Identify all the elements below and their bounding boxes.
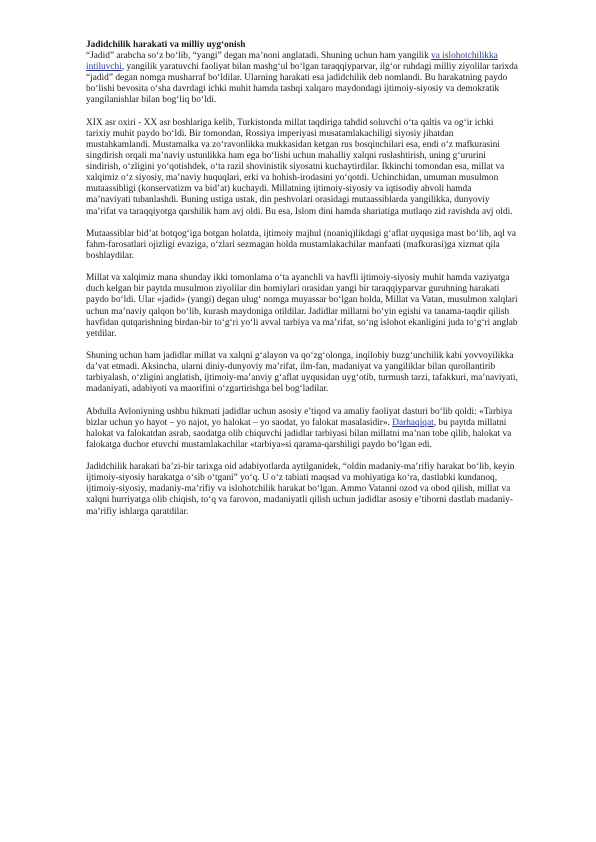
paragraph-1 <box>86 51 518 106</box>
document-title: Jadidchilik harakati va milliy uyg‘onish <box>86 40 246 50</box>
paragraph-5: Shuning uchun ham jadidlar millat va xalqni g‘alayon va qo‘zg‘olonga, inqilobiy buzg‘unchilik kabi yovvoyilikka da’vat etmadi. Aksincha, ularni diniy-dunyoviy ma’rifat, ilm-fan, madaniyat va yangiliklar bilan qurollantirib tarbiyalash, o‘zligini anglatish, ijtimoiy-ma’anviy g‘aflat uyqusidan uyg‘otib, turmush tarzi, tafakkuri, ma’naviyati, madaniyati, adabiyoti va maorifini o‘zgartirishga bel bog‘ladilar. <box>86 351 518 395</box>
paragraph-6 <box>86 407 518 451</box>
document-page <box>86 40 518 529</box>
paragraph-7: Jadidchilik harakati ba’zi-bir tarixga oid adabiyotlarda aytilganidek, “oldin madaniy-ma’rifiy harakat bo‘lib, keyin ijtimoiy-siyosiy harakatga o‘sib o‘tgani” yo‘q. U o‘z tabiati maqsad va mohiyatiga ko‘ra, dastlabki kundanoq, ijtimoiy-siyosiy, madaniy-ma’rifiy va islohotchilik harakat bo‘lgan. Ammo Vatanni ozod va obod qilish, millat va xalqni hurriyatga olib chiqish, to‘q va farovon, madaniyatli qilish uchun jadidlar asosiy e’tiborni dastlab madaniy-ma’rifiy ishlarga qaratdilar. <box>86 462 515 517</box>
paragraph-2: XIX asr oxiri - XX asr boshlariga kelib, Turkistonda millat taqdiriga tahdid soluvchi o‘ta qaltis va og‘ir ichki tarixiy muhit paydo bo‘ldi. Bir tomondan, Rossiya imperiyasi musatamlakachiligi siyosiy jihatdan mustahkamlandi. Mustamalka va zo‘ravonlikka mukkasidan ketgan rus bosqinchilari esa, endi o‘z mafkurasini singdirish orqali ma’naviy ustunlikka ham ega bo‘lishi uchun mahalliy xalqni ruslashtirish, uning g‘ururini sindirish, o‘zligini yo‘qotishdek, o‘ta razil shovinistik siyosatni kuchaytirdilar. Ikkinchi tomondan esa, millat va xalqimiz o‘z siyosiy, ma’naviy huquqlari, erki va hohish-irodasini yo‘qotdi. Uchinchidan, umuman musulmon mutaassibligi (konservatizm va bid’at) kuchaydi. Millatning ijtimoiy-siyosiy va iqtisodiy ahvoli hamda ma’naviyati tubanlashdi. Buning ustiga ustak, din peshvolari orasidagi mutaassiblarda yangilikka, dunyoviy ma’rifat va taraqqiyotga qarshilik ham avj oldi. Bu esa, Islom dini hamda shariatiga mutlaqo zid ravishda avj oldi. <box>86 117 513 217</box>
paragraph-1-text-a: “Jadid” arabcha so‘z bo‘lib, “yangi” degan ma’noni anglatadi. Shuning uchun ham yangilik <box>86 51 432 62</box>
paragraph-4: Millat va xalqimiz mana shunday ikki tomonlama o‘ta ayanchli va havfli ijtimoiy-siyosiy muhit hamda vaziyatga duch kelgan bir paytda musulmon ziyolilar din homiylari orasidan yangi bir taraqqiyparvar guruhning harakati paydo bo‘ldi. Ular «jadid» (yangi) degan ulug‘ nomga muyassar bo‘lgan holda, Millat va Vatan, musulmon xalqlari uchun ma’naviy qalqon bo‘lib, kurash maydoniga otildilar. Jadidlar millatni bo‘yin egishi va tanama-taqdir qilish havfidan qutqarishning birdan-bir to‘g‘ri yo‘li avval tarbiya va ma’rifat, so‘ng islohot ekanligini juda to‘g‘ri anglab yetdilar. <box>86 273 518 339</box>
paragraph-3: Mutaassiblar bid’at botqog‘iga botgan holatda, ijtimoiy majhul (noaniq)likdagi g‘aflat uyqusiga mast bo‘lib, aql va fahm-farosatlari ojizligi evaziga, o‘zlari sezmagan holda mustamlakachilar manfaati (mafkurasi)ga xizmat qila boshlaydilar. <box>86 228 516 261</box>
paragraph-6-text-b: , bu paytda millatni halokat va falokatdan asrab, saodatga olib chiquvchi jadidlar tarbiyasi bilan millatni ma’nan tobe qilib, halokat va falokatga duchor etuvchi mustamlakachilar «tarbiya»si qarama-qarshiligi paydo bo‘lgan edi. <box>86 417 512 450</box>
paragraph-1-text-b: , yangilik yaratuvchi faoliyat bilan mashg‘ul bo‘lgan taraqqiyparvar, ilg‘or ruhdagi milliy ziyolilar tarixda “jadid” degan nomga musharraf bo‘ldilar. Ularning harakati esa jadidchilik deb nomlandi. Bu harakatning paydo bo‘lishi bevosita o‘sha davrdagi ichki muhit hamda tashqi xalqaro maydondagi ijtimoiy-siyosiy va demokratik yangilanishlar bilan bog‘liq bo‘ldi. <box>86 62 518 106</box>
paragraph-6-text-a: Abdulla Avloniyning ushbu hikmati jadidlar uchun asosiy e’tiqod va amaliy faoliyat dasturi bo‘lib qoldi: «Tarbiya bizlar uchun yo hayot – yo najot, yo halokat – yo saodat, yo falokat masalasidir». <box>86 406 513 428</box>
islohotchilik-link[interactable]: va islohotchilikka intiluvchi <box>86 51 498 73</box>
darhaqiqat-link[interactable]: Darhaqiqat <box>392 417 434 428</box>
